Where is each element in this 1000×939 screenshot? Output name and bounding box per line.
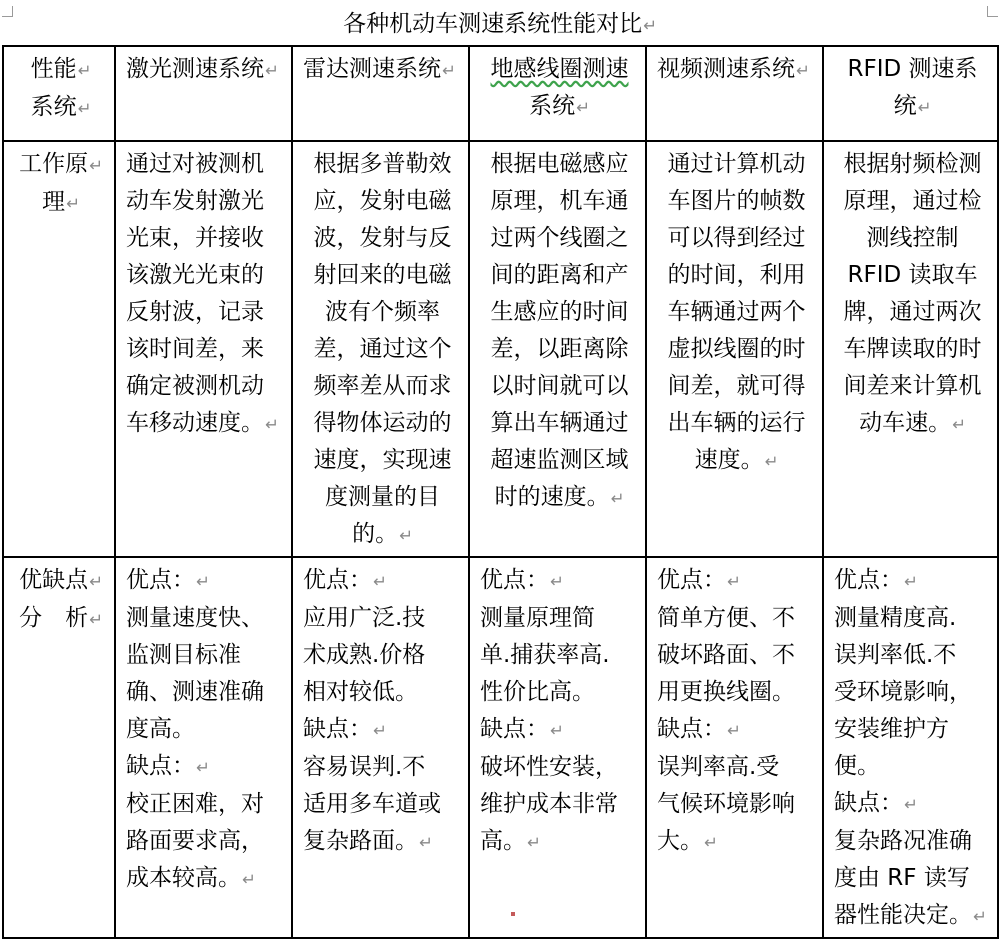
cell-line bbox=[834, 146, 991, 183]
paragraph-mark-icon: ↵ bbox=[727, 721, 741, 740]
cell-text: 测量速度快、 bbox=[126, 605, 264, 631]
cell-line bbox=[303, 823, 462, 861]
cell-line bbox=[303, 368, 462, 405]
cell-text: 原理，通过检 bbox=[843, 188, 982, 214]
paragraph-mark-icon: ↵ bbox=[973, 907, 987, 926]
cell-text: 视频测速系统 bbox=[657, 56, 795, 82]
cell-text: 速度。 bbox=[694, 447, 764, 473]
header-cell[interactable] bbox=[469, 46, 646, 141]
header-cell[interactable] bbox=[646, 46, 823, 141]
cell-line bbox=[834, 637, 991, 674]
cell-text: 优点： bbox=[834, 567, 903, 593]
cell-line bbox=[657, 600, 816, 637]
cell-text: 动车发射激光 bbox=[126, 188, 264, 214]
cell-line bbox=[834, 711, 991, 748]
cell-line bbox=[126, 823, 285, 860]
paragraph-mark-icon: ↵ bbox=[89, 610, 103, 629]
cell-line bbox=[657, 749, 816, 786]
cell-text: 测量原理简 bbox=[480, 605, 595, 631]
cell-text: 超速监测区域 bbox=[490, 447, 629, 473]
cell-text: 理 bbox=[42, 189, 66, 215]
cell-line bbox=[834, 294, 991, 331]
cell-text: 该激光光束的 bbox=[126, 262, 264, 288]
cell-text: 差，以距离除 bbox=[490, 336, 629, 362]
cell-line bbox=[657, 146, 816, 183]
cell-text: 用更换线圈。 bbox=[657, 679, 795, 705]
cell-text: 根据射频检测 bbox=[843, 151, 982, 177]
cell-text: 速度，实现速 bbox=[313, 447, 452, 473]
cell-line bbox=[480, 786, 639, 823]
cell-line bbox=[14, 89, 108, 127]
cell-line bbox=[303, 479, 462, 516]
cell-line bbox=[303, 637, 462, 674]
cell-text: 受环境影响， bbox=[834, 679, 972, 705]
cell-text: 工作原 bbox=[19, 151, 89, 177]
cell-text: 缺点： bbox=[126, 753, 195, 779]
cell-line bbox=[480, 600, 639, 637]
cell-text: 优点： bbox=[480, 567, 549, 593]
cell-text: 根据多普勒效 bbox=[313, 151, 452, 177]
cell-line bbox=[126, 257, 285, 294]
cell-text: 大。 bbox=[657, 828, 703, 854]
cell-line bbox=[657, 331, 816, 368]
cell-text: 优点： bbox=[126, 567, 195, 593]
paragraph-mark-icon: ↵ bbox=[196, 572, 210, 591]
cell-text: RFID 测速系 bbox=[847, 56, 978, 82]
cell-line bbox=[126, 368, 285, 405]
header-cell[interactable] bbox=[3, 46, 115, 141]
cell-line bbox=[303, 562, 462, 600]
header-row bbox=[3, 46, 998, 141]
analysis-cell[interactable] bbox=[115, 557, 292, 938]
paragraph-mark-icon: ↵ bbox=[66, 194, 80, 213]
cell-text: RFID 读取车 bbox=[847, 262, 978, 288]
cell-line bbox=[126, 674, 285, 711]
cell-text: 缺点： bbox=[834, 790, 903, 816]
cell-line bbox=[834, 183, 991, 220]
cell-text: 相对较低。 bbox=[303, 679, 418, 705]
cell-line bbox=[657, 257, 816, 294]
cell-line bbox=[657, 711, 816, 749]
cell-text: 度测量的目 bbox=[325, 484, 440, 510]
cell-text: 度高。 bbox=[126, 716, 195, 742]
cell-text: 复杂路况准确 bbox=[834, 828, 972, 854]
paragraph-mark-icon: ↵ bbox=[265, 61, 279, 80]
cell-text: 雷达测速系统 bbox=[303, 56, 441, 82]
cell-text: 路面要求高， bbox=[126, 828, 264, 854]
cell-line bbox=[480, 749, 639, 786]
paragraph-mark-icon: ↵ bbox=[917, 98, 932, 117]
header-cell[interactable] bbox=[115, 46, 292, 141]
cell-text: 激光测速系统 bbox=[126, 56, 264, 82]
cell-text: 车牌读取的时 bbox=[843, 336, 982, 362]
cell-line bbox=[657, 51, 816, 89]
cell-text: 术成熟.价格 bbox=[303, 642, 426, 668]
cell-line bbox=[14, 562, 108, 600]
cell-line bbox=[303, 786, 462, 823]
cell-text: 系统 bbox=[529, 93, 576, 119]
cell-text: 误判率高.受 bbox=[657, 754, 780, 780]
cell-line bbox=[14, 146, 108, 184]
cell-line bbox=[834, 368, 991, 405]
comparison-table bbox=[2, 45, 999, 939]
paragraph-mark-icon: ↵ bbox=[373, 572, 387, 591]
cell-line bbox=[480, 674, 639, 711]
cell-line bbox=[126, 748, 285, 786]
paragraph-mark-icon: ↵ bbox=[242, 870, 256, 889]
cell-line bbox=[834, 88, 991, 126]
cell-text: 缺点： bbox=[657, 716, 726, 742]
cell-text: 反射波，记录 bbox=[126, 299, 264, 325]
header-cell[interactable] bbox=[292, 46, 469, 141]
cell-text: 器性能决定。 bbox=[834, 902, 972, 928]
cell-line bbox=[14, 184, 108, 222]
cell-text: 车辆通过两个 bbox=[667, 299, 806, 325]
cell-text: 度由 RF 读写 bbox=[834, 865, 970, 891]
paragraph-mark-icon: ↵ bbox=[704, 833, 718, 852]
cell-line bbox=[657, 442, 816, 480]
principle-cell[interactable] bbox=[823, 141, 998, 557]
paragraph-mark-icon: ↵ bbox=[399, 526, 413, 545]
cell-text: 通过对被测机 bbox=[126, 151, 264, 177]
principle-cell[interactable] bbox=[646, 141, 823, 557]
cell-line bbox=[126, 562, 285, 600]
principle-cell[interactable] bbox=[115, 141, 292, 557]
cell-text: 波，发射与反 bbox=[313, 225, 452, 251]
paragraph-mark-icon: ↵ bbox=[77, 61, 92, 80]
paragraph-mark-icon: ↵ bbox=[550, 721, 564, 740]
paragraph-mark-icon: ↵ bbox=[643, 16, 657, 35]
paragraph-mark-icon: ↵ bbox=[265, 415, 279, 434]
analysis-cell[interactable] bbox=[646, 557, 823, 938]
cell-text: 应用广泛.技 bbox=[303, 605, 426, 631]
cell-text: 成本较高。 bbox=[126, 865, 241, 891]
cell-text: 射回来的电磁 bbox=[313, 262, 452, 288]
cell-text: 破坏性安装， bbox=[480, 754, 618, 780]
cell-line bbox=[303, 146, 462, 183]
cell-line bbox=[303, 749, 462, 786]
analysis-row bbox=[3, 557, 998, 938]
cell-text: 该时间差，来 bbox=[126, 336, 264, 362]
cell-text: 生感应的时间 bbox=[490, 299, 629, 325]
cell-line bbox=[126, 860, 285, 898]
cell-text: 便。 bbox=[834, 753, 880, 779]
cell-text: 得物体运动的 bbox=[313, 410, 452, 436]
cell-line bbox=[303, 294, 462, 331]
cell-line bbox=[480, 405, 639, 442]
cell-line bbox=[126, 331, 285, 368]
cell-line bbox=[480, 88, 639, 126]
paragraph-mark-icon: ↵ bbox=[550, 572, 564, 591]
cell-line bbox=[834, 405, 991, 443]
cell-text: 光束，并接收 bbox=[126, 225, 264, 251]
cell-line bbox=[303, 711, 462, 749]
paragraph-mark-icon: ↵ bbox=[419, 833, 433, 852]
paragraph-mark-icon: ↵ bbox=[796, 61, 810, 80]
cell-text: 虚拟线圈的时 bbox=[667, 336, 806, 362]
cell-text: 校正困难，对 bbox=[126, 791, 264, 817]
cell-line bbox=[657, 183, 816, 220]
cell-line bbox=[14, 51, 108, 89]
cell-text: 测量精度高. bbox=[834, 605, 957, 631]
cell-text: 优点： bbox=[303, 567, 372, 593]
cell-text: 波有个频率 bbox=[325, 299, 440, 325]
cell-text: 出车辆的运行 bbox=[667, 410, 806, 436]
cell-line bbox=[834, 220, 991, 257]
cell-line bbox=[657, 786, 816, 823]
cell-line bbox=[834, 600, 991, 637]
cell-text: 的时间，利用 bbox=[667, 262, 806, 288]
cell-text: 缺点： bbox=[480, 716, 549, 742]
cell-line bbox=[480, 637, 639, 674]
cell-line bbox=[126, 183, 285, 220]
cell-line bbox=[834, 674, 991, 711]
analysis-cell[interactable] bbox=[823, 557, 998, 938]
paragraph-mark-icon: ↵ bbox=[764, 452, 779, 471]
table-title-text: 各种机动车测速系统性能对比 bbox=[343, 11, 643, 37]
cell-text: 确定被测机动 bbox=[126, 373, 264, 399]
cell-text: 适用多车道或 bbox=[303, 791, 441, 817]
cell-line bbox=[303, 600, 462, 637]
principle-cell[interactable] bbox=[292, 141, 469, 557]
cell-line bbox=[657, 220, 816, 257]
paragraph-mark-icon: ↵ bbox=[527, 833, 541, 852]
paragraph-mark-icon: ↵ bbox=[904, 572, 918, 591]
paragraph-mark-icon: ↵ bbox=[952, 415, 966, 434]
cell-text: 性价比高。 bbox=[480, 679, 595, 705]
cell-line bbox=[126, 711, 285, 748]
cell-text: 复杂路面。 bbox=[303, 828, 418, 854]
paragraph-mark-icon: ↵ bbox=[904, 795, 918, 814]
cell-line bbox=[657, 368, 816, 405]
cell-text: 可以得到经过 bbox=[667, 225, 806, 251]
cell-line bbox=[126, 220, 285, 257]
cell-text: 车移动速度。 bbox=[126, 410, 264, 436]
cell-text: 分 析 bbox=[19, 605, 89, 631]
cell-text: 容易误判.不 bbox=[303, 754, 426, 780]
paragraph-mark-icon: ↵ bbox=[610, 489, 625, 508]
cell-text: 牌，通过两次 bbox=[843, 299, 982, 325]
cell-text: 统 bbox=[893, 93, 917, 119]
cell-line bbox=[480, 51, 639, 88]
cell-text: 气候环境影响 bbox=[657, 791, 795, 817]
cell-text: 原理，机车通 bbox=[490, 188, 629, 214]
cell-line bbox=[303, 220, 462, 257]
cell-text: 维护成本非常 bbox=[480, 791, 618, 817]
cell-line bbox=[126, 405, 285, 443]
cell-line bbox=[126, 600, 285, 637]
cell-line bbox=[480, 442, 639, 479]
paragraph-mark-icon: ↵ bbox=[89, 572, 103, 591]
cell-line bbox=[657, 562, 816, 600]
cell-line bbox=[657, 674, 816, 711]
cell-line bbox=[834, 331, 991, 368]
cell-line bbox=[480, 368, 639, 405]
cell-line bbox=[303, 183, 462, 220]
analysis-cell[interactable] bbox=[469, 557, 646, 938]
cell-line bbox=[834, 785, 991, 823]
cell-text: 高。 bbox=[480, 828, 526, 854]
cell-line bbox=[834, 823, 991, 860]
cell-line bbox=[303, 405, 462, 442]
cell-line bbox=[657, 637, 816, 674]
cell-text: 简单方便、不 bbox=[657, 605, 795, 631]
cell-text: 动车速。 bbox=[859, 410, 952, 436]
cell-line bbox=[126, 637, 285, 674]
analysis-cell[interactable] bbox=[292, 557, 469, 938]
cell-line bbox=[480, 294, 639, 331]
cell-line bbox=[126, 146, 285, 183]
cell-text: 频率差从而求 bbox=[313, 373, 452, 399]
paragraph-mark-icon: ↵ bbox=[576, 98, 590, 117]
cell-line bbox=[480, 146, 639, 183]
cell-line bbox=[834, 748, 991, 785]
cell-line bbox=[480, 220, 639, 257]
cell-text: 优点： bbox=[657, 567, 726, 593]
cell-text: 时的速度。 bbox=[494, 484, 610, 510]
cell-text: 间的距离和产 bbox=[490, 262, 629, 288]
cell-line bbox=[834, 860, 991, 897]
cell-text: 根据电磁感应 bbox=[490, 151, 629, 177]
cell-line bbox=[480, 562, 639, 600]
paragraph-mark-icon: ↵ bbox=[373, 721, 387, 740]
cell-line bbox=[834, 51, 991, 88]
cell-text: 间差，就可得 bbox=[667, 373, 806, 399]
cell-line bbox=[303, 331, 462, 368]
cell-text: 测线控制 bbox=[866, 225, 959, 251]
cell-text: 系统 bbox=[30, 94, 77, 120]
cell-text: 算出车辆通过 bbox=[490, 410, 629, 436]
cell-line bbox=[126, 51, 285, 89]
cell-line bbox=[657, 294, 816, 331]
principle-cell[interactable] bbox=[469, 141, 646, 557]
cell-text: 地感线圈测速 bbox=[490, 56, 629, 82]
cell-text: 缺点： bbox=[303, 716, 372, 742]
paragraph-mark-icon: ↵ bbox=[77, 99, 92, 118]
cell-text: 监测目标准 bbox=[126, 642, 241, 668]
cell-line bbox=[657, 823, 816, 861]
cell-text: 确、测速准确 bbox=[126, 679, 264, 705]
cell-line bbox=[126, 786, 285, 823]
cell-line bbox=[480, 257, 639, 294]
principle-cell[interactable] bbox=[3, 141, 115, 557]
cell-text: 通过计算机动 bbox=[667, 151, 806, 177]
cell-line bbox=[14, 600, 108, 638]
cell-text: 单.捕获率高. bbox=[480, 642, 610, 668]
cell-text: 安装维护方 bbox=[834, 716, 949, 742]
cell-line bbox=[480, 331, 639, 368]
cell-line bbox=[657, 405, 816, 442]
cell-line bbox=[303, 257, 462, 294]
cell-line bbox=[480, 183, 639, 220]
cell-line bbox=[303, 674, 462, 711]
cell-line bbox=[303, 51, 462, 89]
analysis-cell[interactable] bbox=[3, 557, 115, 938]
header-cell[interactable] bbox=[823, 46, 998, 141]
cell-text: 差，通过这个 bbox=[313, 336, 452, 362]
cell-text: 过两个线圈之 bbox=[490, 225, 629, 251]
cell-text: 应，发射电磁 bbox=[313, 188, 452, 214]
paragraph-mark-icon: ↵ bbox=[442, 61, 456, 80]
cell-text: 误判率低.不 bbox=[834, 642, 957, 668]
cell-line bbox=[834, 257, 991, 294]
cell-text: 的。 bbox=[352, 521, 399, 547]
cell-line bbox=[834, 897, 991, 935]
cell-line bbox=[303, 442, 462, 479]
table-title bbox=[0, 8, 1000, 42]
cell-line bbox=[126, 294, 285, 331]
cell-text: 车图片的帧数 bbox=[667, 188, 806, 214]
cell-text: 优缺点 bbox=[19, 567, 89, 593]
cursor-mark bbox=[511, 912, 515, 916]
cell-line bbox=[303, 516, 462, 554]
cell-line bbox=[480, 823, 639, 861]
paragraph-mark-icon: ↵ bbox=[727, 572, 741, 591]
paragraph-mark-icon: ↵ bbox=[89, 156, 103, 175]
cell-text: 性能 bbox=[30, 56, 77, 82]
cell-line bbox=[834, 562, 991, 600]
principle-row bbox=[3, 141, 998, 557]
cell-line bbox=[480, 479, 639, 517]
cell-text: 破坏路面、不 bbox=[657, 642, 795, 668]
paragraph-mark-icon: ↵ bbox=[196, 758, 210, 777]
cell-text: 间差来计算机 bbox=[843, 373, 982, 399]
cell-line bbox=[480, 711, 639, 749]
cell-text: 以时间就可以 bbox=[490, 373, 629, 399]
